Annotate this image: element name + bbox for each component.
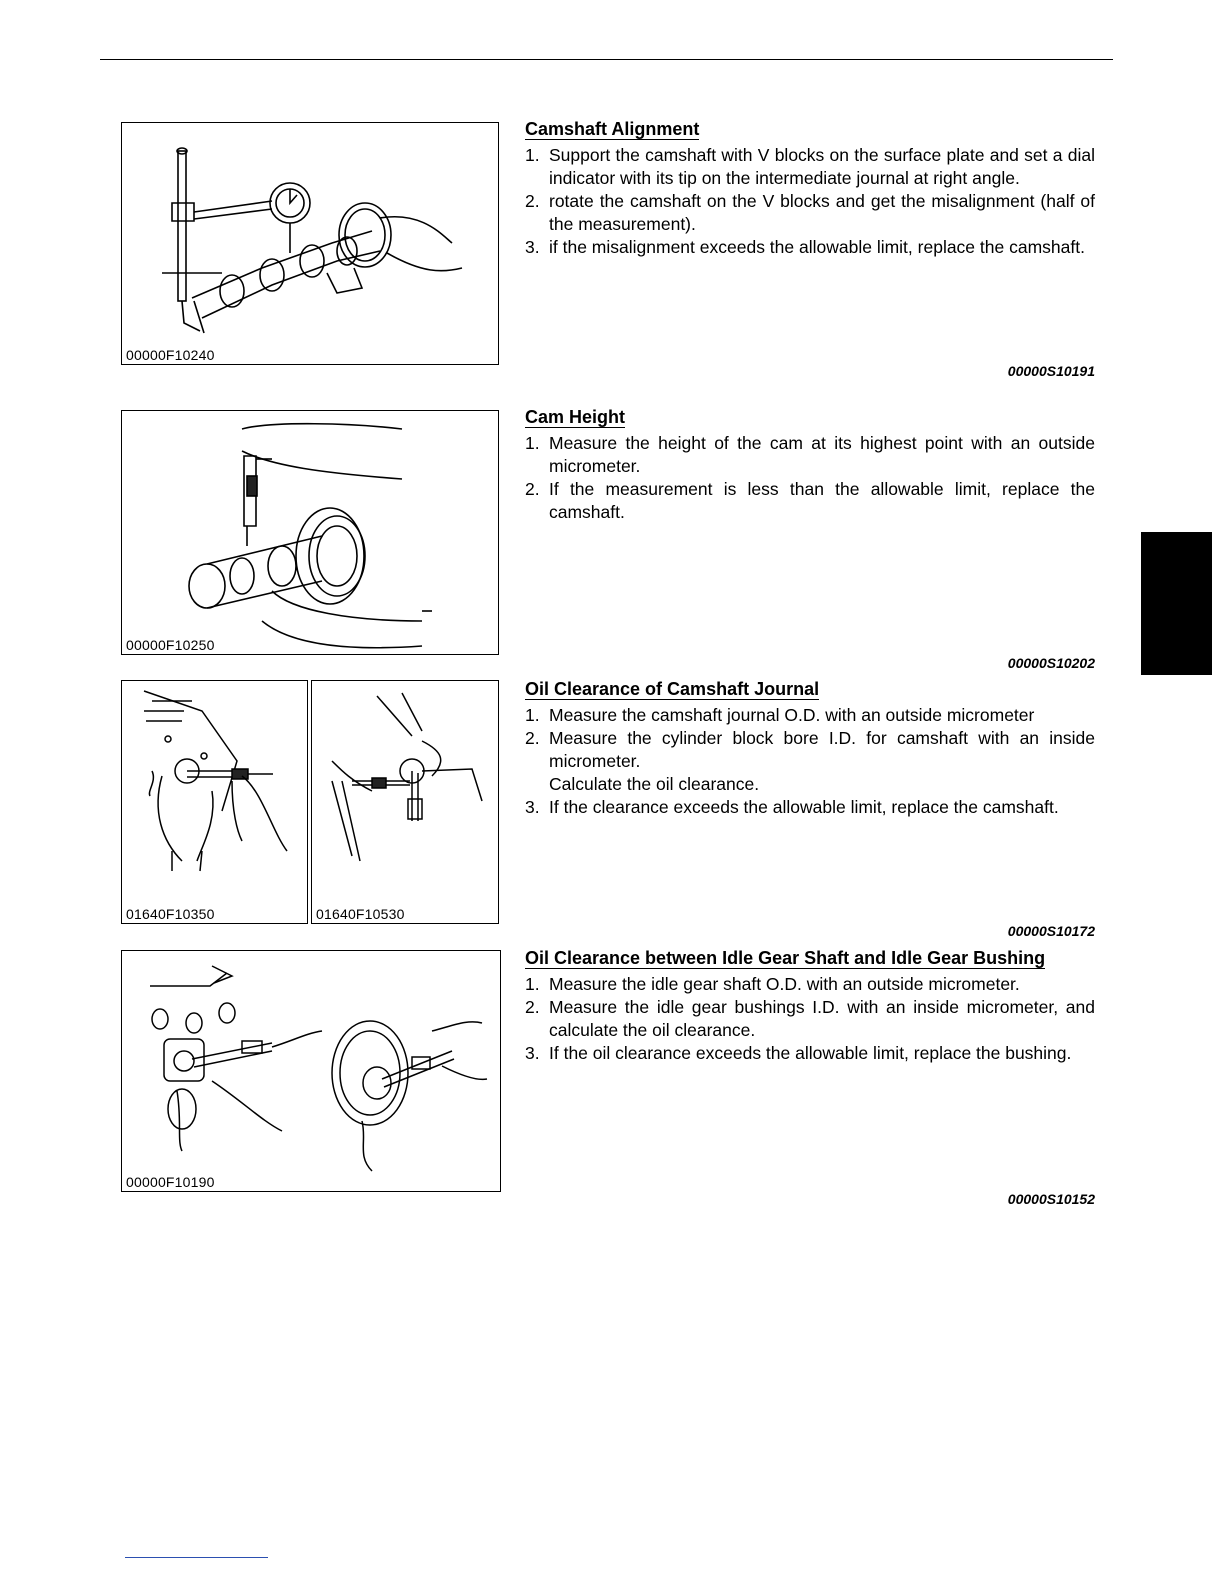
idle-gear-illustration	[122, 951, 502, 1193]
step-text: Measure the camshaft journal O.D. with an outside micrometer	[549, 705, 1035, 725]
footer-rule	[125, 1557, 268, 1558]
step-list	[525, 144, 1095, 259]
section-code: 00000S10191	[1007, 363, 1095, 379]
step-list	[525, 432, 1095, 524]
section-title: Oil Clearance between Idle Gear Shaft and Idle Gear Bushing	[525, 948, 1046, 968]
step-number: 1.	[525, 974, 540, 994]
list-item	[525, 190, 1095, 236]
step-text: Support the camshaft with V blocks on the surface plate and set a dial indicator with its tip on the intermediate journal at right angle.	[549, 145, 1095, 188]
list-item	[525, 1042, 1095, 1065]
step-text: Measure the height of the cam at its highest point with an outside micrometer.	[549, 433, 1095, 476]
section-cam-height	[525, 406, 1095, 671]
step-number: 3.	[525, 1043, 540, 1063]
figure-cam-height	[121, 410, 499, 655]
step-number: 3.	[525, 237, 540, 257]
section-title: Cam Height	[525, 407, 626, 427]
step-number: 2.	[525, 997, 540, 1017]
section-title: Oil Clearance of Camshaft Journal	[525, 679, 820, 699]
step-list	[525, 704, 1095, 819]
list-item	[525, 727, 1095, 796]
figure-journal-od	[121, 680, 308, 924]
step-text: if the misalignment exceeds the allowable limit, replace the camshaft.	[549, 237, 1085, 257]
list-item	[525, 236, 1095, 259]
step-number: 3.	[525, 797, 540, 817]
step-text: rotate the camshaft on the V blocks and get the misalignment (half of the measurement).	[549, 191, 1095, 234]
figure-code: 01640F10530	[316, 906, 405, 922]
step-note: Calculate the oil clearance.	[549, 774, 760, 794]
camshaft-dial-indicator-illustration	[122, 123, 500, 366]
list-item	[525, 996, 1095, 1042]
figure-idle-gear	[121, 950, 501, 1192]
journal-micrometer-illustration	[122, 681, 309, 925]
step-text: Measure the cylinder block bore I.D. for camshaft with an inside micrometer.	[549, 728, 1095, 771]
step-number: 2.	[525, 191, 540, 211]
step-list	[525, 973, 1095, 1065]
section-code: 00000S10172	[1007, 923, 1095, 939]
step-number: 2.	[525, 728, 540, 748]
section-title: Camshaft Alignment	[525, 119, 700, 139]
section-camshaft-alignment	[525, 118, 1095, 380]
section-code: 00000S10202	[1007, 655, 1095, 671]
header-rule	[100, 59, 1113, 60]
figure-code: 00000F10190	[126, 1174, 215, 1190]
figure-code: 00000F10250	[126, 637, 215, 653]
list-item	[525, 432, 1095, 478]
list-item	[525, 704, 1095, 727]
list-item	[525, 478, 1095, 524]
step-text: If the measurement is less than the allowable limit, replace the camshaft.	[549, 479, 1095, 522]
cam-micrometer-illustration	[122, 411, 500, 656]
step-number: 1.	[525, 705, 540, 725]
figure-code: 01640F10350	[126, 906, 215, 922]
list-item	[525, 144, 1095, 190]
step-number: 2.	[525, 479, 540, 499]
step-number: 1.	[525, 433, 540, 453]
figure-camshaft-alignment	[121, 122, 499, 365]
step-text: If the clearance exceeds the allowable limit, replace the camshaft.	[549, 797, 1059, 817]
section-camshaft-journal	[525, 678, 1095, 940]
section-idle-gear	[525, 947, 1095, 1217]
list-item	[525, 796, 1095, 819]
section-thumb-tab	[1141, 532, 1212, 675]
figure-code: 00000F10240	[126, 347, 215, 363]
step-text: Measure the idle gear bushings I.D. with an inside micrometer, and calculate the oil clearance.	[549, 997, 1095, 1040]
step-number: 1.	[525, 145, 540, 165]
inside-micrometer-illustration	[312, 681, 500, 925]
figure-bore-id	[311, 680, 499, 924]
list-item	[525, 973, 1095, 996]
step-text: If the oil clearance exceeds the allowable limit, replace the bushing.	[549, 1043, 1072, 1063]
section-code: 00000S10152	[1007, 1191, 1095, 1207]
step-text: Measure the idle gear shaft O.D. with an outside micrometer.	[549, 974, 1020, 994]
